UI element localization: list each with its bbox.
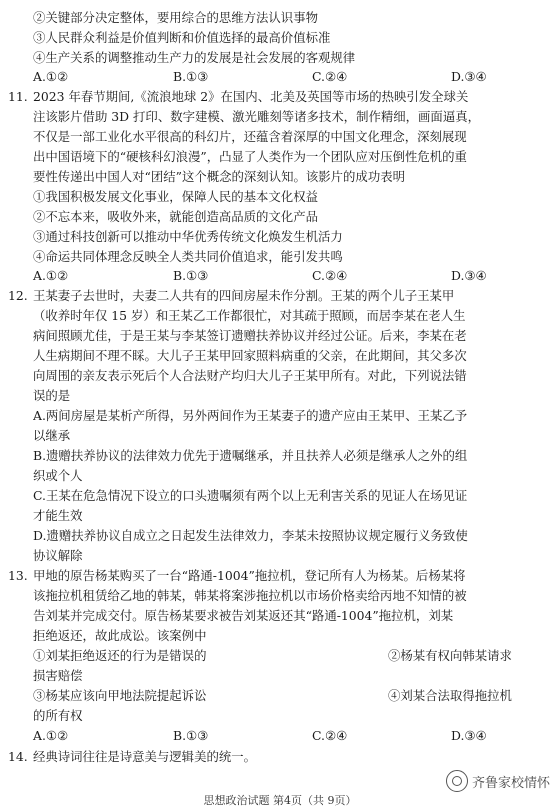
q13-option-2: ②杨某有权向韩某请求 <box>388 648 512 663</box>
q13-line: 该拖拉机租赁给乙地的韩某，韩某将案涉拖拉机以市场价格卖给丙地不知情的被 <box>33 588 467 603</box>
choice-a: A.①② <box>33 728 69 743</box>
q11-option-4: ④命运共同体理念反映全人类共同价值追求，能引发共鸣 <box>33 249 343 264</box>
q11-option-1: ①我国积极发展文化事业，保障人民的基本文化权益 <box>33 189 318 204</box>
q12-option-d: D.遗赠扶养协议自成立之日起发生法律效力，李某未按照协议规定履行义务致使 <box>33 528 468 543</box>
wechat-official-account-icon <box>446 770 468 792</box>
watermark <box>446 770 550 792</box>
q13-option-4-cont: 的所有权 <box>33 708 83 723</box>
page-footer: 思想政治试题 第4页（共 9页） <box>203 794 357 807</box>
q12-line: 向周围的亲友表示死后个人合法财产均归大儿子王某甲所有。对此，下列说法错 <box>33 368 467 383</box>
choice-c: C.②④ <box>312 69 348 84</box>
q13-line: 拒绝返还，故此成讼。该案例中 <box>33 628 207 643</box>
choice-c: C.②④ <box>312 728 348 743</box>
q11-number: 11. <box>8 89 28 104</box>
q13-option-1: ①刘某拒绝返还的行为是错误的 <box>33 648 207 663</box>
q10-option-2: ②关键部分决定整体，要用综合的思维方法认识事物 <box>33 10 318 25</box>
q12-line: 王某妻子去世时，夫妻二人共有的四间房屋未作分割。王某的两个儿子王某甲 <box>33 288 455 303</box>
choice-c: C.②④ <box>312 268 348 283</box>
choice-d: D.③④ <box>451 728 487 743</box>
q12-option-d-cont: 协议解除 <box>33 548 83 563</box>
q12-option-b: B.遗赠扶养协议的法律效力优先于遗嘱继承，并且扶养人必须是继承人之外的组 <box>33 448 468 463</box>
q11-option-2: ②不忘本来，吸收外来，就能创造高品质的文化产品 <box>33 209 318 224</box>
choice-b: B.①③ <box>173 69 209 84</box>
choice-b: B.①③ <box>173 268 209 283</box>
q13-choices <box>33 726 538 746</box>
q11-line: 2023 年春节期间,《流浪地球 2》在国内、北美及英国等市场的热映引发全球关 <box>33 89 469 104</box>
choice-a: A.①② <box>33 268 69 283</box>
q12-number: 12. <box>8 288 28 303</box>
watermark-text: 齐鲁家校情怀 <box>471 775 550 791</box>
q11-line: 出中国语境下的“硬核科幻浪漫”，凸显了人类作为一个团队应对压倒性危机的重 <box>33 149 467 164</box>
q14-number: 14. <box>8 749 28 764</box>
q12-option-c-cont: 才能生效 <box>33 508 83 523</box>
q13-number: 13. <box>8 568 28 583</box>
q13-option-4: ④刘某合法取得拖拉机 <box>388 688 512 703</box>
q12-option-a-cont: 以继承 <box>33 428 71 443</box>
q13-line: 甲地的原告杨某购买了一台“路通-1004”拖拉机，登记所有人为杨某。后杨某将 <box>33 568 466 583</box>
q10-option-4: ④生产关系的调整推动生产力的发展是社会发展的客观规律 <box>33 50 356 65</box>
q13-line: 告刘某并完成交付。原告杨某要求被告刘某返还其“路通-1004”拖拉机，刘某 <box>33 608 454 623</box>
q12-option-a: A.两间房屋是某析产所得，另外两间作为王某妻子的遗产应由王某甲、王某乙予 <box>33 408 468 423</box>
choice-a: A.①② <box>33 69 69 84</box>
q12-option-c: C.王某在危急情况下设立的口头遗嘱须有两个以上无利害关系的见证人在场见证 <box>33 488 468 503</box>
choice-d: D.③④ <box>451 69 487 84</box>
q10-choices <box>33 67 538 87</box>
q12-line: 误的是 <box>33 388 71 403</box>
q10-option-3: ③人民群众利益是价值判断和价值选择的最高价值标准 <box>33 30 331 45</box>
q12-line: 人生病期间不理不睬。大儿子王某甲回家照料病重的父亲，在此期间，其父多次 <box>33 348 467 363</box>
q12-option-b-cont: 织或个人 <box>33 468 83 483</box>
q12-line: 病间照顾尤佳，于是王某与李某签订遗赠扶养协议并经过公证。后来，李某在老 <box>33 328 467 343</box>
q12-line: （收养时年仅 15 岁）和王某乙工作都很忙，对其疏于照顾，而居李某在老人生 <box>33 308 466 323</box>
q11-line: 注该影片借助 3D 打印、数字建模、激光雕刻等诸多技术，制作精细，画面逼真， <box>33 109 480 124</box>
q13-options-row-2 <box>33 686 538 706</box>
choice-d: D.③④ <box>451 268 487 283</box>
q13-options-row-1 <box>33 646 538 666</box>
q13-option-3: ③杨某应该向甲地法院提起诉讼 <box>33 688 207 703</box>
q14-line: 经典诗词往往是诗意美与逻辑美的统一。 <box>33 749 257 764</box>
q11-line: 要性传递出中国人对“团结”这个概念的深刻认知。该影片的成功表明 <box>33 169 405 184</box>
q11-choices <box>33 266 538 286</box>
q11-line: 不仅是一部工业化水平很高的科幻片，还蕴含着深厚的中国文化理念，深刻展现 <box>33 129 467 144</box>
q11-option-3: ③通过科技创新可以推动中华优秀传统文化焕发生机活力 <box>33 229 343 244</box>
choice-b: B.①③ <box>173 728 209 743</box>
q13-option-2-cont: 损害赔偿 <box>33 668 83 683</box>
